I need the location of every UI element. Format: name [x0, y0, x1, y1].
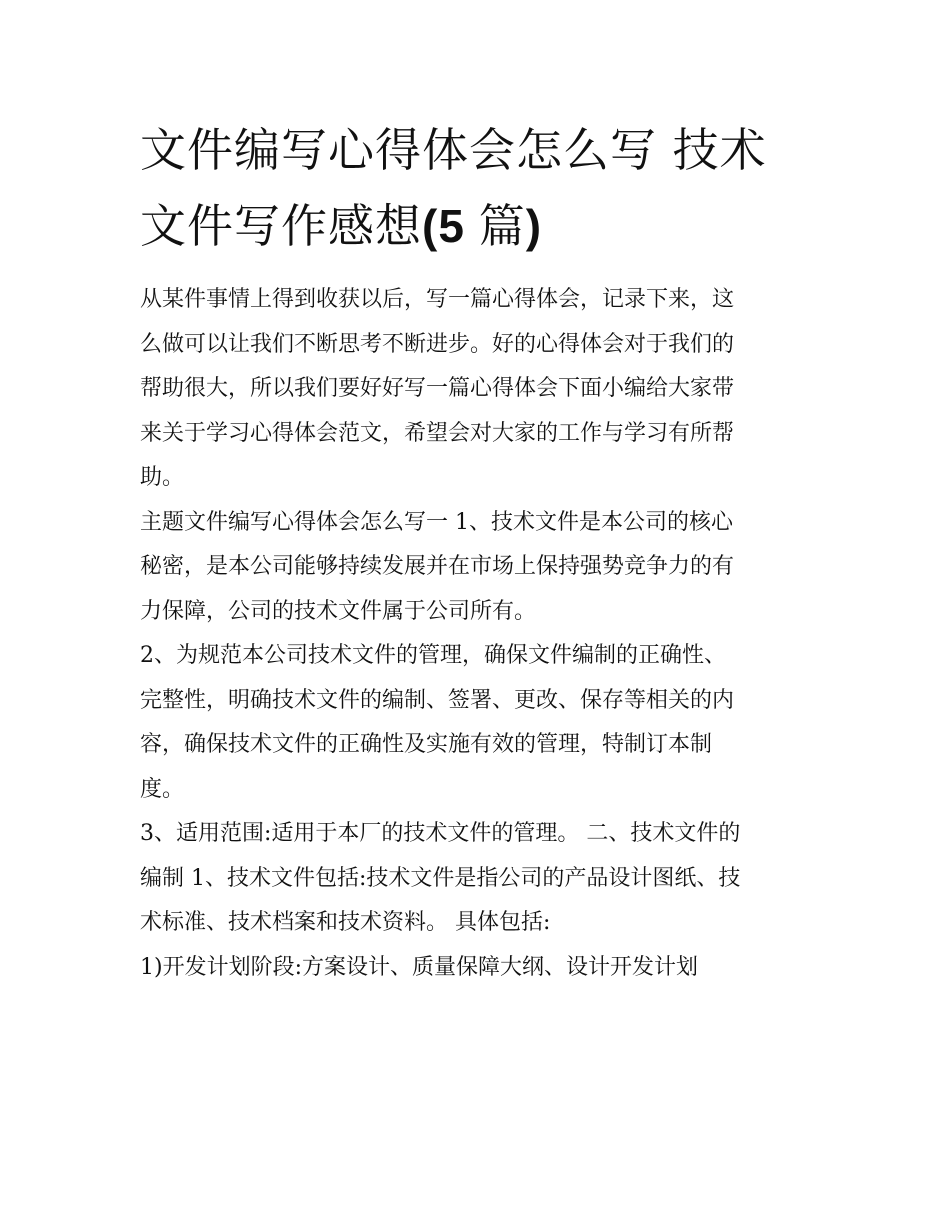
text-line: 来关于学习心得体会范文，希望会对大家的工作与学习有所帮: [140, 420, 735, 446]
text-line: 秘密，是本公司能够持续发展并在市场上保持强势竞争力的有: [140, 554, 735, 579]
text-line: 力保障，公司的技术文件属于公司所有。: [140, 598, 537, 624]
paragraph-item-3: [140, 812, 820, 946]
document-body: [140, 278, 820, 990]
text-line: 助。: [140, 465, 185, 490]
text-line: 编制 1、技术文件包括:技术文件是指公司的产品设计图纸、技: [140, 865, 741, 891]
title-count-unit: 篇: [478, 199, 526, 253]
text-line: 帮助很大，所以我们要好好写一篇心得体会下面小编给大家带: [140, 376, 735, 401]
document-title: [140, 112, 830, 264]
title-count-close: ): [525, 200, 543, 252]
paragraph-item-1: [140, 501, 820, 635]
title-line-2: [140, 188, 830, 264]
text-line: 完整性，明确技术文件的编制、签署、更改、保存等相关的内: [140, 687, 735, 713]
paragraph-item-2: [140, 634, 820, 812]
text-line: 2、为规范本公司技术文件的管理，确保文件编制的正确性、: [140, 643, 726, 668]
paragraph-intro: [140, 278, 820, 501]
text-line: 从某件事情上得到收获以后，写一篇心得体会，记录下来，这: [140, 287, 735, 312]
title-line-1: 文件编写心得体会怎么写 技术: [140, 123, 767, 177]
text-line: 主题文件编写心得体会怎么写一 1、技术文件是本公司的核心: [140, 509, 733, 535]
text-line: 度。: [140, 776, 185, 802]
paragraph-item-4: [140, 946, 820, 991]
text-line: 容，确保技术文件的正确性及实施有效的管理，特制订本制: [140, 732, 713, 757]
text-line: 1)开发计划阶段:方案设计、质量保障大纲、设计开发计划: [140, 954, 698, 980]
text-line: 3、适用范围:适用于本厂的技术文件的管理。 二、技术文件的: [140, 821, 741, 846]
title-line-2-text: 文件写作感想: [140, 199, 422, 253]
title-count-open: (5: [422, 200, 479, 252]
text-line: 术标准、技术档案和技术资料。 具体包括:: [140, 910, 551, 935]
text-line: 么做可以让我们不断思考不断进步。好的心得体会对于我们的: [140, 331, 735, 357]
